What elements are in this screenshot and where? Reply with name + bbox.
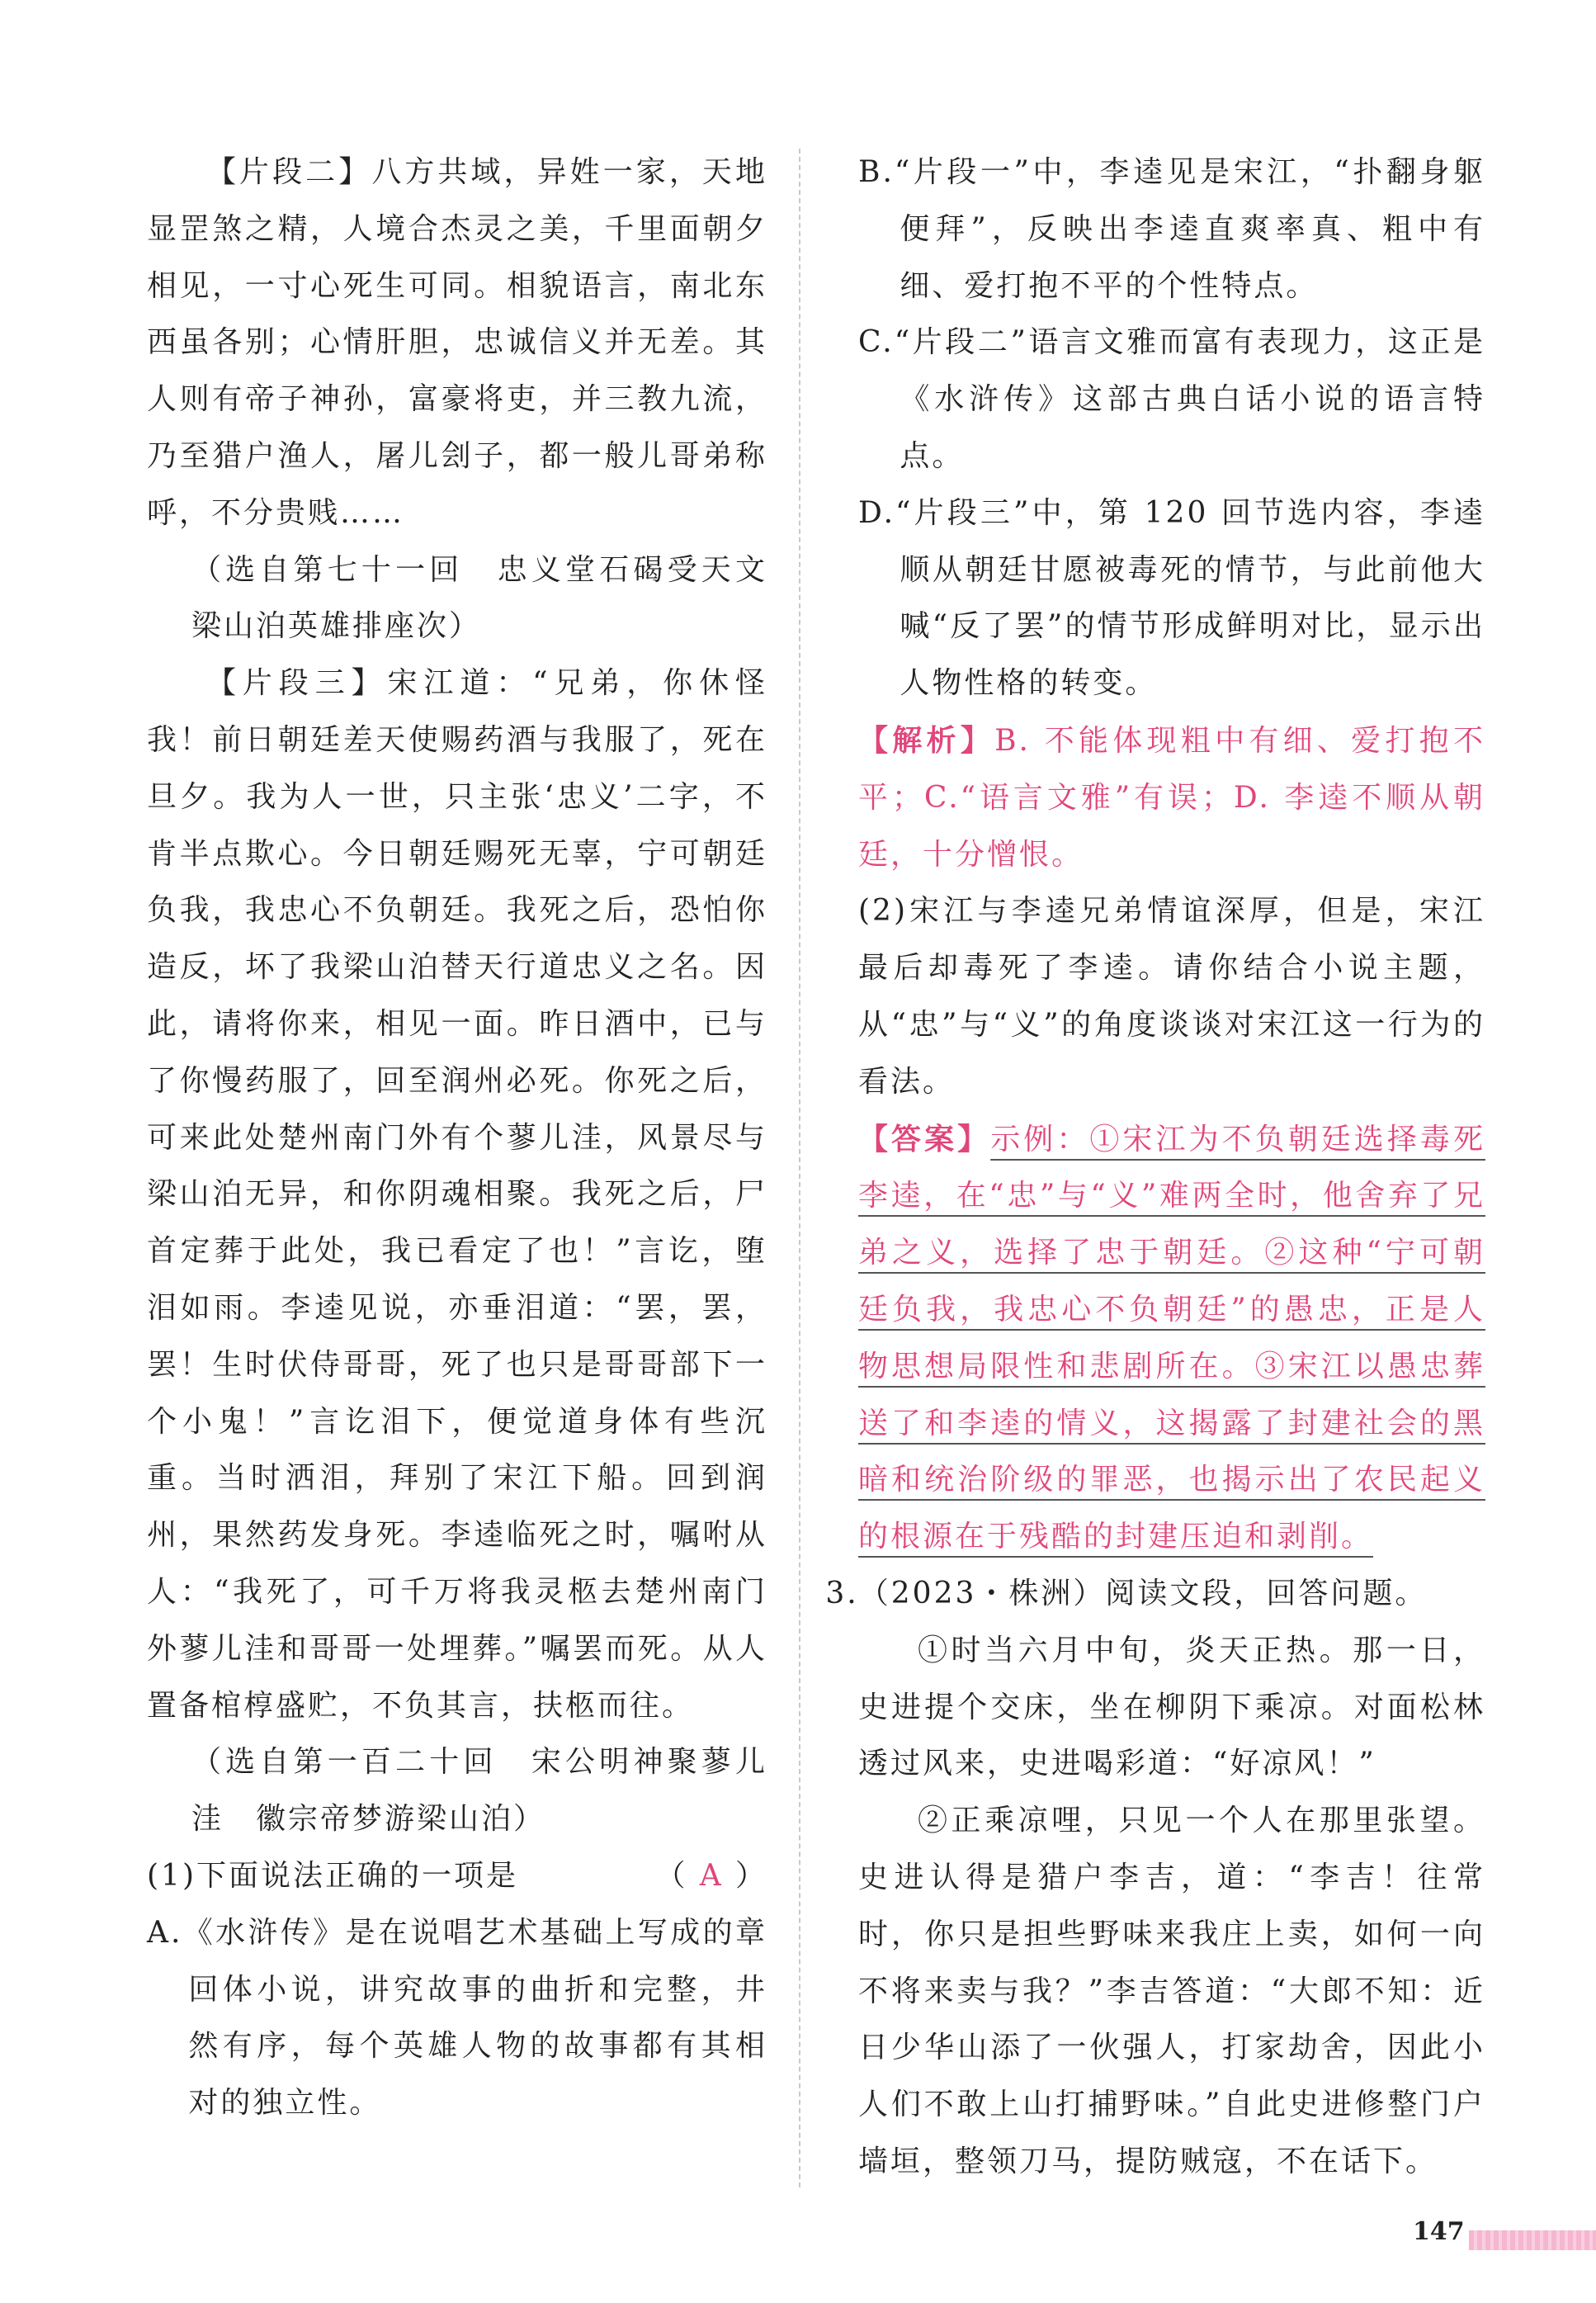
excerpt-3-paragraph [147, 655, 767, 1734]
excerpt-2-text: 八方共域，异姓一家，天地显罡煞之精，人境合杰灵之美，千里面朝夕相见，一寸心死生可同。相貌语言，南北东西虽各别；心情肝胆，忠诚信义并无差。其人则有帝子神孙，富豪将吏，并三教九流，乃至猎户渔人，屠儿刽子，都一般儿哥弟称呼，不分贵贱…… [147, 155, 767, 530]
right-column [825, 144, 1485, 2191]
excerpt-2-paragraph [147, 144, 767, 542]
option-b: B.“片段一”中，李逵见是宋江，“扑翻身躯便拜”，反映出李逵直爽率真、粗中有细、爱打抱不平的个性特点。 [858, 155, 1485, 303]
passage-paragraph-2: ②正乘凉哩，只见一个人在那里张望。史进认得是猎户李吉，道：“李吉！往常时，你只是担些野味来我庄上卖，如何一向不将来卖与我？”李吉答道：“大郎不知：近日少华山添了一伙强人，打家劫舍，因此小人们不敢上山打捕野味。”自此史进修整门户墙垣，整领刀马，提防贼寇，不在话下。 [858, 1804, 1485, 2178]
left-column [147, 144, 800, 2132]
option-d: D.“片段三”中，第 120 回节选内容，李逵顺从朝廷甘愿被毒死的情节，与此前他大喊“反了罢”的情节形成鲜明对比，显示出人物性格的转变。 [858, 495, 1485, 701]
excerpt-3-text: 宋江道：“兄弟，你休怪我！前日朝廷差天使赐药酒与我服了，死在旦夕。我为人一世，只主张‘忠义’二字，不肯半点欺心。今日朝廷赐死无辜，宁可朝廷负我，我忠心不负朝廷。我死之后，恐怕你造反，坏了我梁山泊替天行道忠义之名。因此，请将你来，相见一面。昨日酒中，已与了你慢药服了，回至润州必死。你死之后，可来此处楚州南门外有个蓼儿洼，风景尽与梁山泊无异，和你阴魂相聚。我死之后，尸首定葬于此处，我已看定了也！”言讫，堕泪如雨。李逵见说，亦垂泪道：“罢，罢，罢！生时伏侍哥哥，死了也只是哥哥部下一个小鬼！”言讫泪下，便觉道身体有些沉重。当时洒泪，拜别了宋江下船。回到润州，果然药发身死。李逵临死之时，嘱咐从人：“我死了，可千万将我灵柩去楚州南门外蓼儿洼和哥哥一处埋葬。”嘱罢而死。从人置备棺椁盛贮，不负其言，扶柩而往。 [147, 666, 767, 1723]
excerpt-3-source: （选自第一百二十回 宋公明神聚蓼儿洼 徽宗帝梦游梁山泊） [191, 1745, 767, 1837]
page-number: 147 [1413, 2217, 1465, 2246]
analysis-tag: 【解析】 [858, 722, 995, 758]
question-2: (2)宋江与李逵兄弟情谊深厚，但是，宋江最后却毒死了李逵。请你结合小说主题，从“忠”与“义”的角度谈谈对宋江这一行为的看法。 [858, 894, 1485, 1099]
blank-close: ） [734, 1858, 767, 1893]
option-a: A.《水浒传》是在说唱艺术基础上写成的章回体小说，讲究故事的曲折和完整，井然有序，每个英雄人物的故事都有其相对的独立性。 [147, 1915, 767, 2121]
answer-choice: A [699, 1858, 724, 1893]
column-divider [799, 149, 800, 2187]
answer-blank [655, 1848, 767, 1905]
option-c: C.“片段二”语言文雅而富有表现力，这正是《水浒传》这部古典白话小说的语言特点。 [858, 325, 1485, 473]
question-1-text: (1)下面说法正确的一项是 [147, 1858, 518, 1893]
passage-paragraph-1: ①时当六月中旬，炎天正热。那一日，史进提个交床，坐在柳阴下乘凉。对面松林透过风来，史进喝彩道：“好凉风！” [858, 1633, 1485, 1781]
answer-tag: 【答案】 [858, 1121, 991, 1156]
question-1 [147, 1848, 767, 1905]
answer-text: 示例：①宋江为不负朝廷选择毒死李逵，在“忠”与“义”难两全时，他舍弃了兄弟之义，选择了忠于朝廷。②这种“宁可朝廷负我，我忠心不负朝廷”的愚忠，正是人物思想局限性和悲剧所在。③宋江以愚忠葬送了和李逵的情义，这揭露了封建社会的黑暗和统治阶级的罪恶，也揭示出了农民起义的根源在于残酷的封建压迫和剥削。 [858, 1122, 1485, 1554]
analysis-block [858, 712, 1485, 883]
blank-open: （ [655, 1858, 688, 1893]
analysis-text: B. 不能体现粗中有细、爱打抱不平；C.“语言文雅”有误；D. 李逵不顺从朝廷，十分憎恨。 [858, 723, 1485, 872]
corner-decoration [1469, 2230, 1596, 2250]
excerpt-3-label: 【片段三】 [206, 666, 388, 701]
excerpt-2-label: 【片段二】 [206, 155, 372, 189]
question-3: 3.（2023・株洲）阅读文段，回答问题。 [825, 1576, 1428, 1610]
excerpt-2-source: （选自第七十一回 忠义堂石碣受天文 梁山泊英雄排座次） [191, 552, 800, 644]
answer-block [858, 1111, 1485, 1566]
